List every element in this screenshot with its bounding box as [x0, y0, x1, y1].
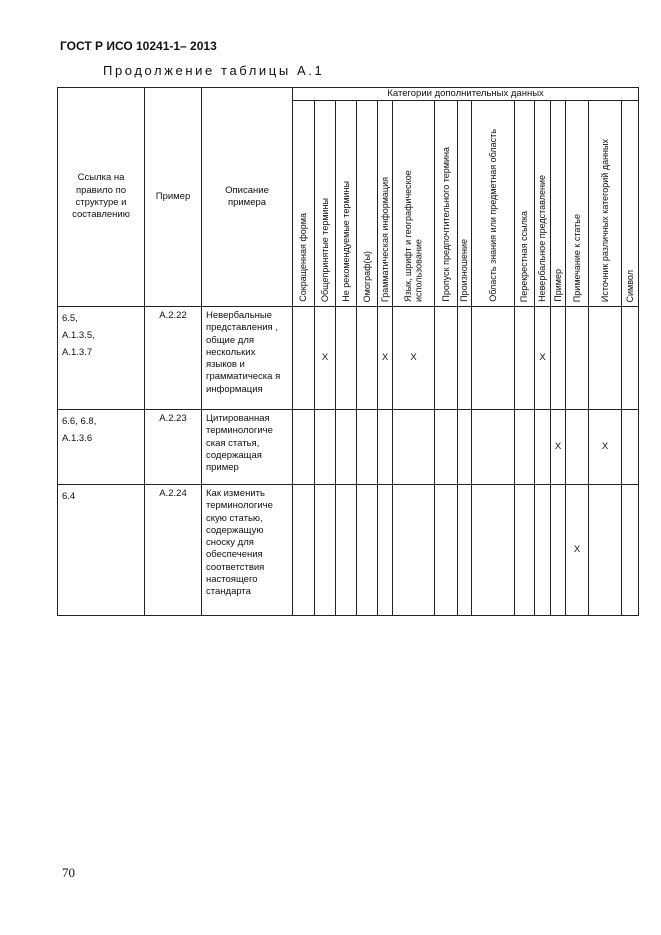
- reference-cell: [58, 410, 145, 485]
- category-label: Символ: [624, 269, 635, 302]
- mark-cell: X: [589, 410, 622, 485]
- mark-cell: [393, 410, 435, 485]
- table-continuation-title: Продолжение таблицы А.1: [103, 63, 325, 78]
- category-label: Примечание к статье: [571, 213, 582, 302]
- category-header: [535, 101, 551, 307]
- category-header: [393, 101, 435, 307]
- mark-cell: [515, 410, 535, 485]
- mark-cell: [435, 307, 458, 410]
- header-reference: [58, 88, 145, 307]
- example-cell: А.2.22: [145, 307, 202, 410]
- mark-cell: [293, 410, 315, 485]
- category-label: Перекрестная ссылка: [519, 210, 530, 302]
- mark-cell: [622, 307, 639, 410]
- data-categories-table: [57, 87, 639, 616]
- table-row: [58, 307, 639, 410]
- header-example: [145, 88, 202, 307]
- header-example-label: Пример: [155, 190, 191, 202]
- category-header: [622, 101, 639, 307]
- mark-cell: [336, 485, 357, 616]
- category-label: Источник различных категорий данных: [599, 138, 610, 302]
- category-header: [551, 101, 566, 307]
- mark-cell: [589, 485, 622, 616]
- mark-cell: [551, 307, 566, 410]
- reference-line: А.1.3.6: [62, 433, 93, 444]
- category-label: Произношение: [459, 239, 470, 302]
- reference-line: А.1.3.7: [62, 347, 93, 358]
- mark-cell: [622, 410, 639, 485]
- mark-cell: [515, 307, 535, 410]
- mark-cell: [378, 410, 393, 485]
- mark-cell: X: [393, 307, 435, 410]
- categories-title: Категории дополнительных данных: [293, 88, 639, 101]
- category-label: Пропуск предпочтительного термина: [440, 147, 451, 302]
- category-header: [293, 101, 315, 307]
- mark-cell: [566, 410, 589, 485]
- table-body: [58, 307, 639, 616]
- category-header: [357, 101, 378, 307]
- reference-cell: [58, 485, 145, 616]
- mark-cell: [472, 485, 515, 616]
- category-label: Сокращенная форма: [298, 213, 309, 302]
- reference-line: 6.5,: [62, 313, 78, 324]
- description-cell: Невербальные представления , общие для нескольких языков и грамматическа я информация: [202, 307, 293, 410]
- mark-cell: [378, 485, 393, 616]
- reference-line: 6.6, 6.8,: [62, 416, 97, 427]
- mark-cell: [336, 307, 357, 410]
- category-label: Общепринятые термины: [319, 198, 330, 302]
- mark-cell: [357, 485, 378, 616]
- mark-cell: [566, 307, 589, 410]
- mark-cell: X: [535, 307, 551, 410]
- mark-cell: [472, 410, 515, 485]
- category-label: Омограф(ы): [361, 250, 372, 302]
- mark-cell: [535, 485, 551, 616]
- mark-cell: [357, 410, 378, 485]
- mark-cell: [293, 307, 315, 410]
- category-label: Пример: [552, 269, 563, 302]
- category-header: [435, 101, 458, 307]
- mark-cell: [458, 410, 472, 485]
- page-number: 70: [62, 865, 75, 880]
- mark-cell: X: [551, 410, 566, 485]
- table-row: [58, 485, 639, 616]
- mark-cell: [393, 485, 435, 616]
- category-header: [589, 101, 622, 307]
- mark-cell: [458, 485, 472, 616]
- mark-cell: [315, 410, 336, 485]
- header-description: [202, 88, 293, 307]
- mark-cell: [589, 307, 622, 410]
- category-label: Невербальное представление: [537, 175, 548, 302]
- mark-cell: [515, 485, 535, 616]
- category-label: Грамматическая информация: [379, 176, 390, 302]
- header-description-label: Описание примера: [225, 184, 269, 208]
- mark-cell: X: [566, 485, 589, 616]
- description-cell: Как изменить терминологиче скую статью, содержащую сноску для обеспечения соответствия настоящего стандарта: [202, 485, 293, 616]
- document-standard-header: ГОСТ Р ИСО 10241-1– 2013: [60, 39, 217, 53]
- mark-cell: [458, 307, 472, 410]
- mark-cell: [622, 485, 639, 616]
- reference-line: 6.4: [62, 491, 76, 502]
- mark-cell: [435, 410, 458, 485]
- category-label: Язык, шрифт и географическое использование: [403, 170, 424, 302]
- example-cell: А.2.23: [145, 410, 202, 485]
- mark-cell: X: [378, 307, 393, 410]
- mark-cell: [357, 307, 378, 410]
- mark-cell: [551, 485, 566, 616]
- category-header: [566, 101, 589, 307]
- category-header: [336, 101, 357, 307]
- mark-cell: [315, 485, 336, 616]
- mark-cell: [472, 307, 515, 410]
- category-header: [378, 101, 393, 307]
- category-header: [472, 101, 515, 307]
- header-reference-label: Ссылка на правило по структуре и составлению: [72, 172, 130, 221]
- reference-cell: [58, 307, 145, 410]
- category-header: [515, 101, 535, 307]
- mark-cell: [435, 485, 458, 616]
- reference-line: А.1.3.5,: [62, 330, 95, 341]
- table-row: [58, 410, 639, 485]
- category-header: [458, 101, 472, 307]
- mark-cell: [535, 410, 551, 485]
- category-label: Область знания или предметная область: [487, 129, 498, 302]
- mark-cell: [336, 410, 357, 485]
- example-cell: А.2.24: [145, 485, 202, 616]
- mark-cell: X: [315, 307, 336, 410]
- description-cell: Цитированная терминологиче ская статья, содержащая пример: [202, 410, 293, 485]
- category-label: Не рекомендуемые термины: [340, 181, 351, 302]
- mark-cell: [293, 485, 315, 616]
- category-header: [315, 101, 336, 307]
